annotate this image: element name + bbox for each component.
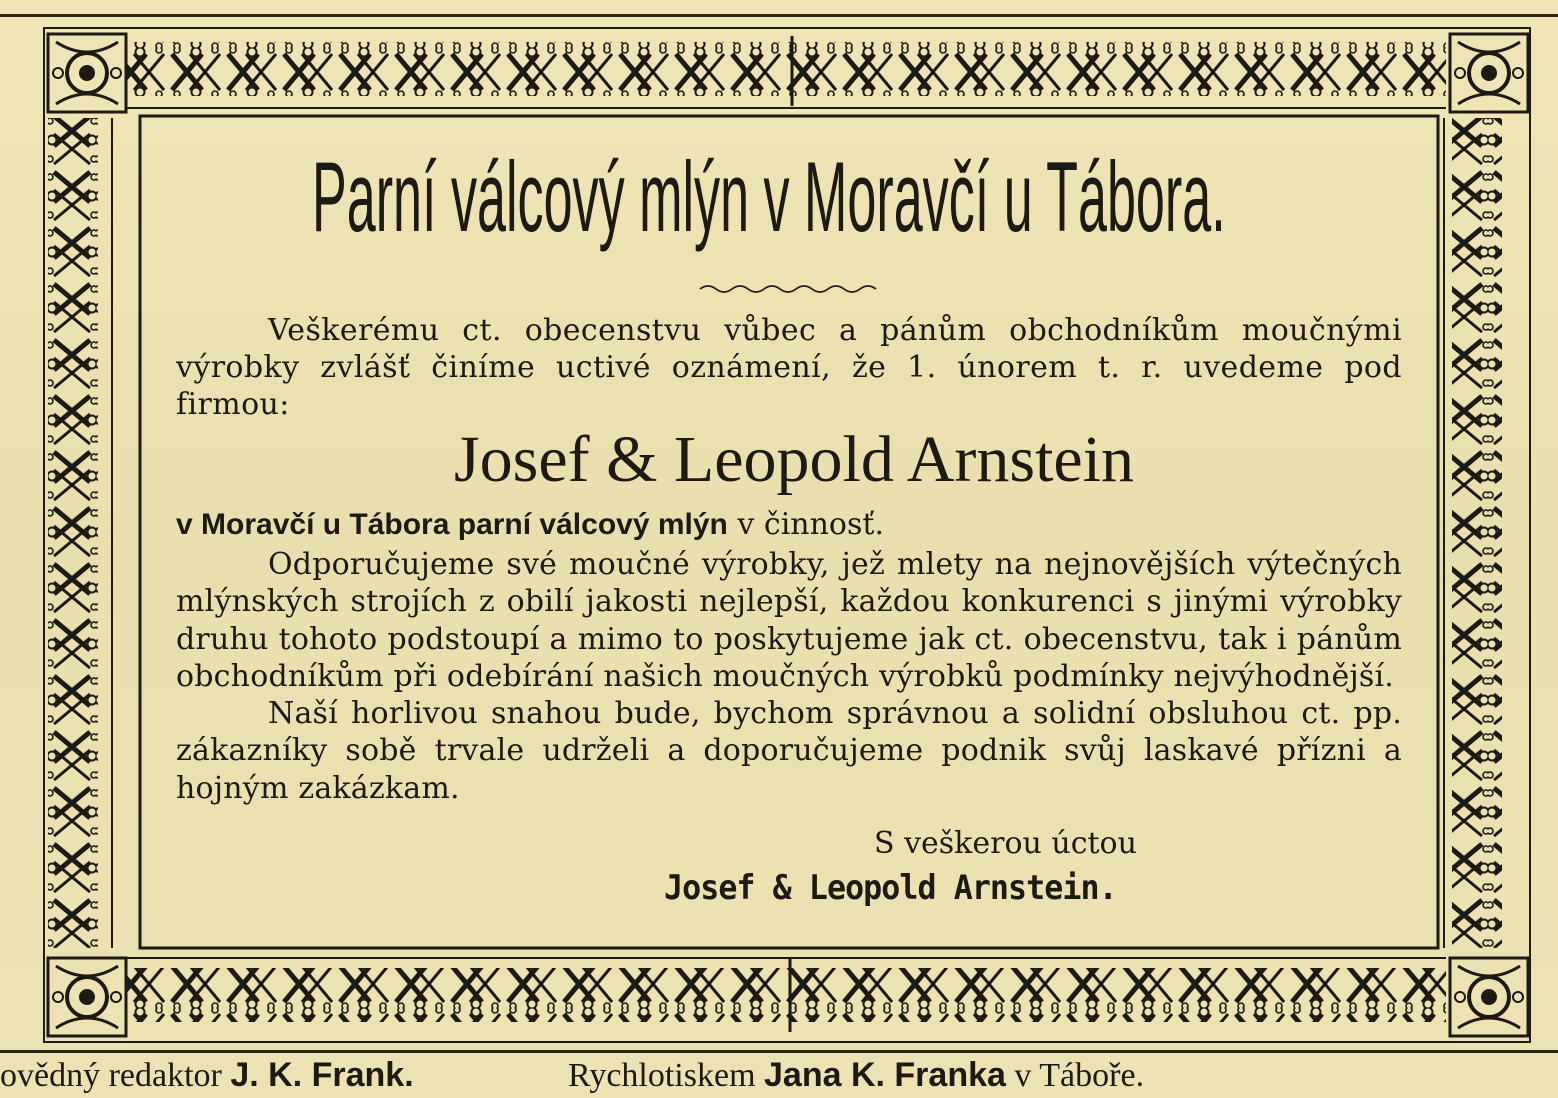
ad-heading: Parní válcový mlýn v Moravčí u Tábora. [312,141,1226,253]
signature: Josef & Leopold Arnstein. [664,868,1117,908]
imprint-line [0,1058,1558,1098]
imprint-editor-label: ovědný redaktor [0,1058,222,1094]
body-text [176,546,1402,807]
paragraph-recommendation: Odporučujeme své moučné výrobky, jež mlety na nejnovějších výtečných mlýnských strojích z obilí jakosti nejlepší, každou konkurenci s jinými výrobky druhu tohoto podstoupí a mimo to poskytujeme jak ct. obecenstvu, tak i pánům obchodníkům při odebírání našich moučných výrobků podmínky nejvýhodnější. [176,547,1402,694]
paragraph-service: Naší horlivou snahou bude, bychom správnou a solidní obsluhou ct. pp. zákazníky sobě trvale udrželi a doporučujeme podnik svůj laskavé přízni a hojným zakázkam. [176,696,1402,806]
imprint-printer-label: Rychlotiskem [568,1058,756,1094]
imprint-editor-name: J. K. Frank. [230,1058,414,1094]
location-rest: v činnosť. [727,507,884,542]
intro-paragraph: Veškerému ct. obecenstvu vůbec a pánům obchodníkům moučnými výrobky zvlášť činíme uctivé oznámení, že 1. únorem t. r. uvedeme pod firmou: [176,313,1402,422]
imprint-printer-place: v Táboře. [1014,1058,1145,1094]
imprint-editor [0,1058,414,1093]
bottom-rule [0,1050,1558,1053]
closing-salutation: S veškerou úctou [874,826,1137,861]
location-line [176,506,1402,543]
imprint-printer [568,1058,1144,1093]
imprint-printer-name: Jana K. Franka [764,1058,1006,1094]
location-bold: v Moravčí u Tábora parní válcový mlýn [176,508,728,541]
company-name: Josef & Leopold Arnstein [453,423,1135,496]
ornamental-divider [698,283,878,295]
